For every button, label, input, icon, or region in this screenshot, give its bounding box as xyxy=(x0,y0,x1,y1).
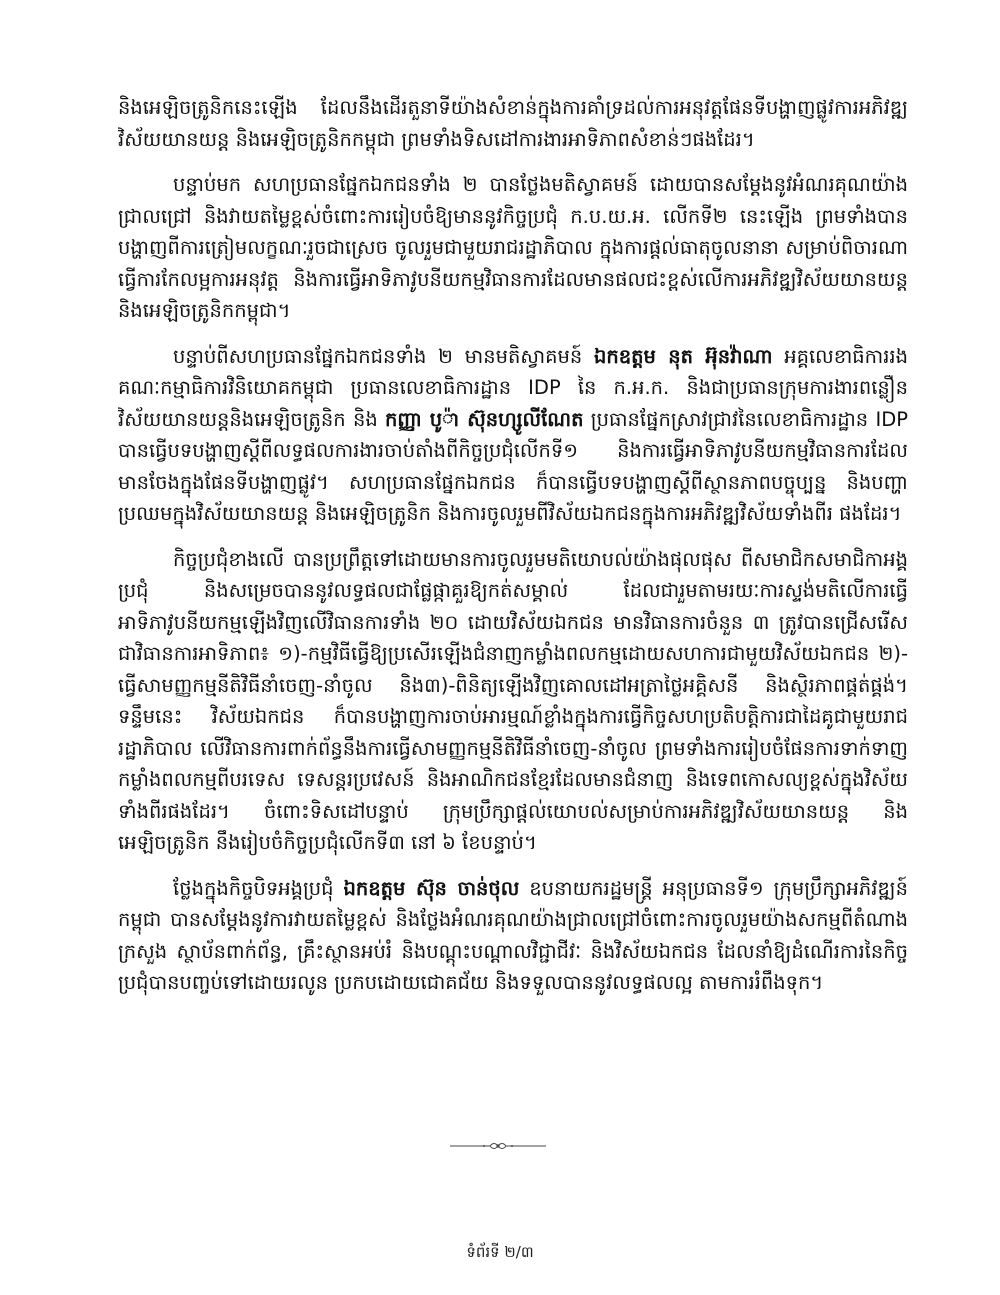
document-body xyxy=(118,92,908,1142)
bold-name-text: កញ្ញា បូ៉ា ស៊ុនហ្សូលីណែត xyxy=(385,407,584,431)
paragraph-text: កិច្ចប្រជុំខាងលើ បានប្រព្រឹត្តទៅដោយមានការចូលរួមមតិយោបល់យ៉ាងផុលផុស ពីសមាជិកសមាជិកាអង្គប្រជុំ និងសម្រេចបាននូវលទ្ធផលជាផ្លែផ្កាគួរឱ្យកត់សម្គាល់ ដែលជារួមតាមរយៈការស្ទង់មតិលើការធ្វើអាទិភាវូបនីយកម្មឡើងវិញលើវិធានការទាំង ២០ ដោយវិស័យឯកជន មានវិធានការចំនួន ៣ ត្រូវបានជ្រើសរើសជាវិធានការអាទិភាព៖ ១)-កម្មវិធីធ្វើឱ្យប្រសើរឡើងជំនាញកម្លាំងពលកម្មដោយសហការជាមួយវិស័យឯកជន ២)-ធ្វើសាមញ្ញកម្មនីតិវិធីនាំចេញ-នាំចូល និង៣)-ពិនិត្យឡើងវិញគោលដៅអត្រាថ្លៃអគ្គិសនី និងស្ថិរភាពផ្គត់ផ្គង់។ ទន្ទឹមនេះ វិស័យឯកជន ក៏បានបង្ហាញការចាប់អារម្មណ៍ខ្លាំងក្នុងការធ្វើកិច្ចសហប្រតិបត្តិការជាដៃគូជាមួយរាជរដ្ឋាភិបាល លើវិធានការពាក់ព័ន្ធនឹងការធ្វើសាមញ្ញកម្មនីតិវិធីនាំចេញ-នាំចូល ព្រមទាំងការរៀបចំផែនការទាក់ទាញកម្លាំងពលកម្មពីបរទេស ទេសន្តរប្រវេសន៍ និងអាណិកជនខ្មែរដែលមានជំនាញ និងទេពកោសល្យខ្ពស់ក្នុងវិស័យទាំងពីរផងដែរ។ ចំពោះទិសដៅបន្ទាប់ ក្រុមប្រឹក្សាផ្តល់យោបល់សម្រាប់ការអភិវឌ្ឍវិស័យយានយន្ត និងអេឡិចត្រូនិក នឹងរៀបចំកិច្ចប្រជុំលើកទី៣ នៅ ៦ ខែបន្ទាប់។ xyxy=(118,547,908,854)
bold-name-text: ឯកឧត្តម ស៊ុន ចាន់ថុល xyxy=(343,876,520,900)
paragraph-text: អគ្គលេខាធិការរងគណៈកម្មាធិការវិនិយោគកម្ពុជា ប្រធានលេខាធិការដ្ឋាន IDP នៃ ក.អ.ក. និងជាប្រធានក្រុមការងារពន្លឿនវិស័យយានយន្តនិងអេឡិចត្រូនិក និង xyxy=(118,344,908,431)
page-number: ទំព័រទី ២/៣ xyxy=(466,1243,534,1261)
paragraph-text: បន្ទាប់ពីសហប្រធានផ្នែកឯកជនទាំង ២ មានមតិស្វាគមន៍ xyxy=(173,344,594,368)
paragraph-text: បន្ទាប់មក សហប្រធានផ្នែកឯកជនទាំង ២ បានថ្លែងមតិស្វាគមន៍ ដោយបានសម្តែងនូវអំណរគុណយ៉ាងជ្រាលជ្រៅ និងវាយតម្លៃខ្ពស់ចំពោះការរៀបចំឱ្យមាននូវកិច្ចប្រជុំ ក.ប.យ.អ. លើកទី២ នេះឡើង ព្រមទាំងបានបង្ហាញពីការត្រៀមលក្ខណៈរួចជាស្រេច ចូលរួមជាមួយរាជរដ្ឋាភិបាល ក្នុងការផ្តល់ធាតុចូលនានា សម្រាប់ពិចារណាធ្វើការកែលម្អការអនុវត្ត និងការធ្វើអាទិភាវូបនីយកម្មវិធានការដែលមានផលជះខ្ពស់លើការអភិវឌ្ឍវិស័យយានយន្ត និងអេឡិចត្រូនិកកម្ពុជា។ xyxy=(118,173,908,322)
paragraph-text: និងអេឡិចត្រូនិកនេះឡើង ដែលនឹងដើរតួនាទីយ៉ាងសំខាន់ក្នុងការគាំទ្រដល់ការអនុវត្តផែនទីបង្ហាញផ្លូវការអភិវឌ្ឍវិស័យយានយន្ត និងអេឡិចត្រូនិកកម្ពុជា ព្រមទាំងទិសដៅការងារអាទិភាពសំខាន់ៗផងដែរ។ xyxy=(118,96,908,151)
paragraph-text: ឧបនាយករដ្ឋមន្ត្រី អនុប្រធានទី១ ក្រុមប្រឹក្សាអភិវឌ្ឍន៍កម្ពុជា បានសម្តែងនូវការវាយតម្លៃខ្ពស់ និងថ្លែងអំណរគុណយ៉ាងជ្រាលជ្រៅចំពោះការចូលរួមយ៉ាងសកម្មពីតំណាងក្រសួង ស្ថាប័នពាក់ព័ន្ធ, គ្រឹះស្ថានអប់រំ និងបណ្តុះបណ្តាលវិជ្ជាជីវៈ និងវិស័យឯកជន ដែលនាំឱ្យដំណើរការនៃកិច្ចប្រជុំបានបញ្ចប់ទៅដោយរលូន ប្រកបដោយជោគជ័យ និងទទួលបាននូវលទ្ធផលល្អ តាមការរំពឹងទុក។ xyxy=(118,876,908,994)
paragraph-5 xyxy=(118,873,908,999)
decorative-divider-icon xyxy=(448,1140,548,1152)
paragraph-4 xyxy=(118,544,908,859)
bold-name-text: ឯកឧត្តម នុត អ៊ុនវ៉ាណា xyxy=(593,344,773,368)
paragraph-2 xyxy=(118,169,908,327)
paragraph-1 xyxy=(118,92,908,155)
paragraph-text: ប្រធានផ្នែកស្រាវជ្រាវនៃលេខាធិការដ្ឋាន IDP បានធ្វើបទបង្ហាញស្តីពីលទ្ធផលការងារចាប់តាំងពីកិច្ចប្រជុំលើកទី១ និងការធ្វើអាទិភាវូបនីយកម្មវិធានការដែលមានចែងក្នុងផែនទីបង្ហាញផ្លូវ។ សហប្រធានផ្នែកឯកជន ក៏បានធ្វើបទបង្ហាញស្តីពីស្ថានភាពបច្ចុប្បន្ន និងបញ្ហាប្រឈមក្នុងវិស័យយានយន្ត និងអេឡិចត្រូនិក និងការចូលរួមពីវិស័យឯកជនក្នុងការអភិវឌ្ឍវិស័យទាំងពីរ ផងដែរ។ xyxy=(118,407,908,525)
paragraph-text: ថ្លែងក្នុងកិច្ចបិទអង្គប្រជុំ xyxy=(173,876,344,900)
paragraph-3 xyxy=(118,341,908,530)
